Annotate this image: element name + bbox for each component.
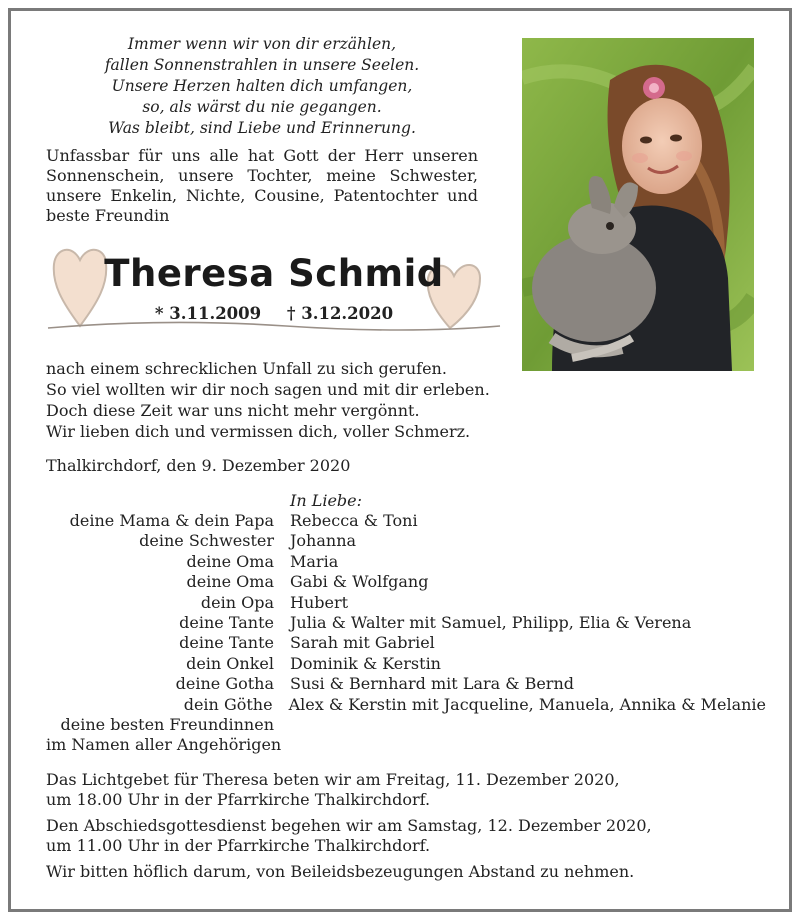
intro-line: unsere Enkelin, Nichte, Cousine, Patentochter und bbox=[46, 186, 478, 205]
intro-line: Unfassbar für uns alle hat Gott der Herr unseren bbox=[46, 146, 478, 165]
family-row bbox=[46, 593, 766, 613]
intro-paragraph bbox=[46, 146, 478, 226]
family-row bbox=[46, 511, 766, 531]
life-dates bbox=[46, 304, 502, 323]
relation: deine Oma bbox=[186, 551, 274, 571]
family-names: Sarah mit Gabriel bbox=[290, 633, 435, 653]
relation: dein Göthe bbox=[183, 694, 273, 714]
condolence-line: Wir bitten höflich darum, von Beileidsbezeugungen Abstand zu nehmen. bbox=[46, 862, 635, 881]
poem-line: fallen Sonnenstrahlen in unsere Seelen. bbox=[104, 56, 420, 74]
family-row bbox=[46, 715, 766, 735]
poem bbox=[46, 34, 478, 139]
message-line: Wir lieben dich und vermissen dich, voller Schmerz. bbox=[46, 422, 471, 441]
intro-line: beste Freundin bbox=[46, 206, 170, 225]
condolence-note bbox=[46, 862, 652, 882]
family-row bbox=[46, 613, 766, 633]
poem-line: Immer wenn wir von dir erzählen, bbox=[127, 35, 397, 53]
family-row bbox=[46, 572, 766, 592]
family-names: Hubert bbox=[290, 592, 349, 612]
poem-line: so, als wärst du nie gegangen. bbox=[142, 98, 382, 116]
family-names: Dominik & Kerstin bbox=[290, 653, 441, 673]
funeral-info bbox=[46, 816, 652, 856]
family-names: Julia & Walter mit Samuel, Philipp, Elia & Verena bbox=[290, 612, 692, 632]
relation: deine Gotha bbox=[175, 674, 274, 694]
relation: deine Oma bbox=[186, 572, 274, 592]
prayer-line: Das Lichtgebet für Theresa beten wir am Freitag, 11. Dezember 2020, bbox=[46, 770, 620, 789]
family-names: Susi & Bernhard mit Lara & Bernd bbox=[290, 674, 574, 694]
death-date: † 3.12.2020 bbox=[286, 304, 394, 323]
family-row bbox=[46, 695, 766, 715]
funeral-line: um 11.00 Uhr in der Pfarrkirche Thalkirchdorf. bbox=[46, 836, 431, 855]
relation: dein Opa bbox=[200, 592, 274, 612]
relation: deine Schwester bbox=[139, 531, 274, 551]
intro-line: Sonnenschein, unsere Tochter, meine Schwester, bbox=[46, 166, 478, 185]
family-names: Alex & Kerstin mit Jacqueline, Manuela, Annika & Melanie bbox=[288, 694, 766, 714]
message-line: Doch diese Zeit war uns nicht mehr vergönnt. bbox=[46, 401, 420, 420]
in-liebe-label: In Liebe: bbox=[290, 491, 363, 510]
message-paragraph bbox=[46, 358, 490, 442]
family-names: Gabi & Wolfgang bbox=[290, 572, 429, 592]
prayer-line: um 18.00 Uhr in der Pfarrkirche Thalkirchdorf. bbox=[46, 790, 431, 809]
family-names: Rebecca & Toni bbox=[290, 511, 418, 530]
portrait-illustration bbox=[522, 38, 754, 371]
relation: deine Tante bbox=[179, 633, 274, 653]
family-names: Maria bbox=[290, 551, 339, 571]
place-date: Thalkirchdorf, den 9. Dezember 2020 bbox=[46, 456, 351, 475]
message-line: nach einem schrecklichen Unfall zu sich gerufen. bbox=[46, 359, 447, 378]
family-names: Johanna bbox=[290, 531, 357, 551]
relation: deine Tante bbox=[179, 612, 274, 632]
family-row bbox=[46, 531, 766, 551]
family-row bbox=[46, 552, 766, 572]
family-row bbox=[46, 633, 766, 653]
funeral-line: Den Abschiedsgottesdienst begehen wir am Samstag, 12. Dezember 2020, bbox=[46, 816, 652, 835]
portrait-photo bbox=[522, 38, 754, 371]
name-block bbox=[46, 238, 502, 334]
relation: dein Onkel bbox=[186, 653, 274, 673]
birth-date: * 3.11.2009 bbox=[154, 304, 262, 323]
relation: deine Mama & dein Papa bbox=[69, 511, 274, 530]
poem-line: Unsere Herzen halten dich umfangen, bbox=[111, 77, 413, 95]
poem-line: Was bleibt, sind Liebe und Erinnerung. bbox=[108, 119, 416, 137]
prayer-info bbox=[46, 770, 652, 810]
service-info bbox=[46, 770, 652, 888]
family-list bbox=[46, 511, 766, 756]
family-row bbox=[46, 674, 766, 694]
family-row bbox=[46, 654, 766, 674]
relation: im Namen aller Angehörigen bbox=[46, 735, 282, 755]
message-line: So viel wollten wir dir noch sagen und mit dir erleben. bbox=[46, 380, 490, 399]
deceased-name: Theresa Schmid bbox=[104, 252, 444, 295]
relation: deine besten Freundinnen bbox=[60, 714, 274, 734]
family-row bbox=[46, 735, 766, 755]
